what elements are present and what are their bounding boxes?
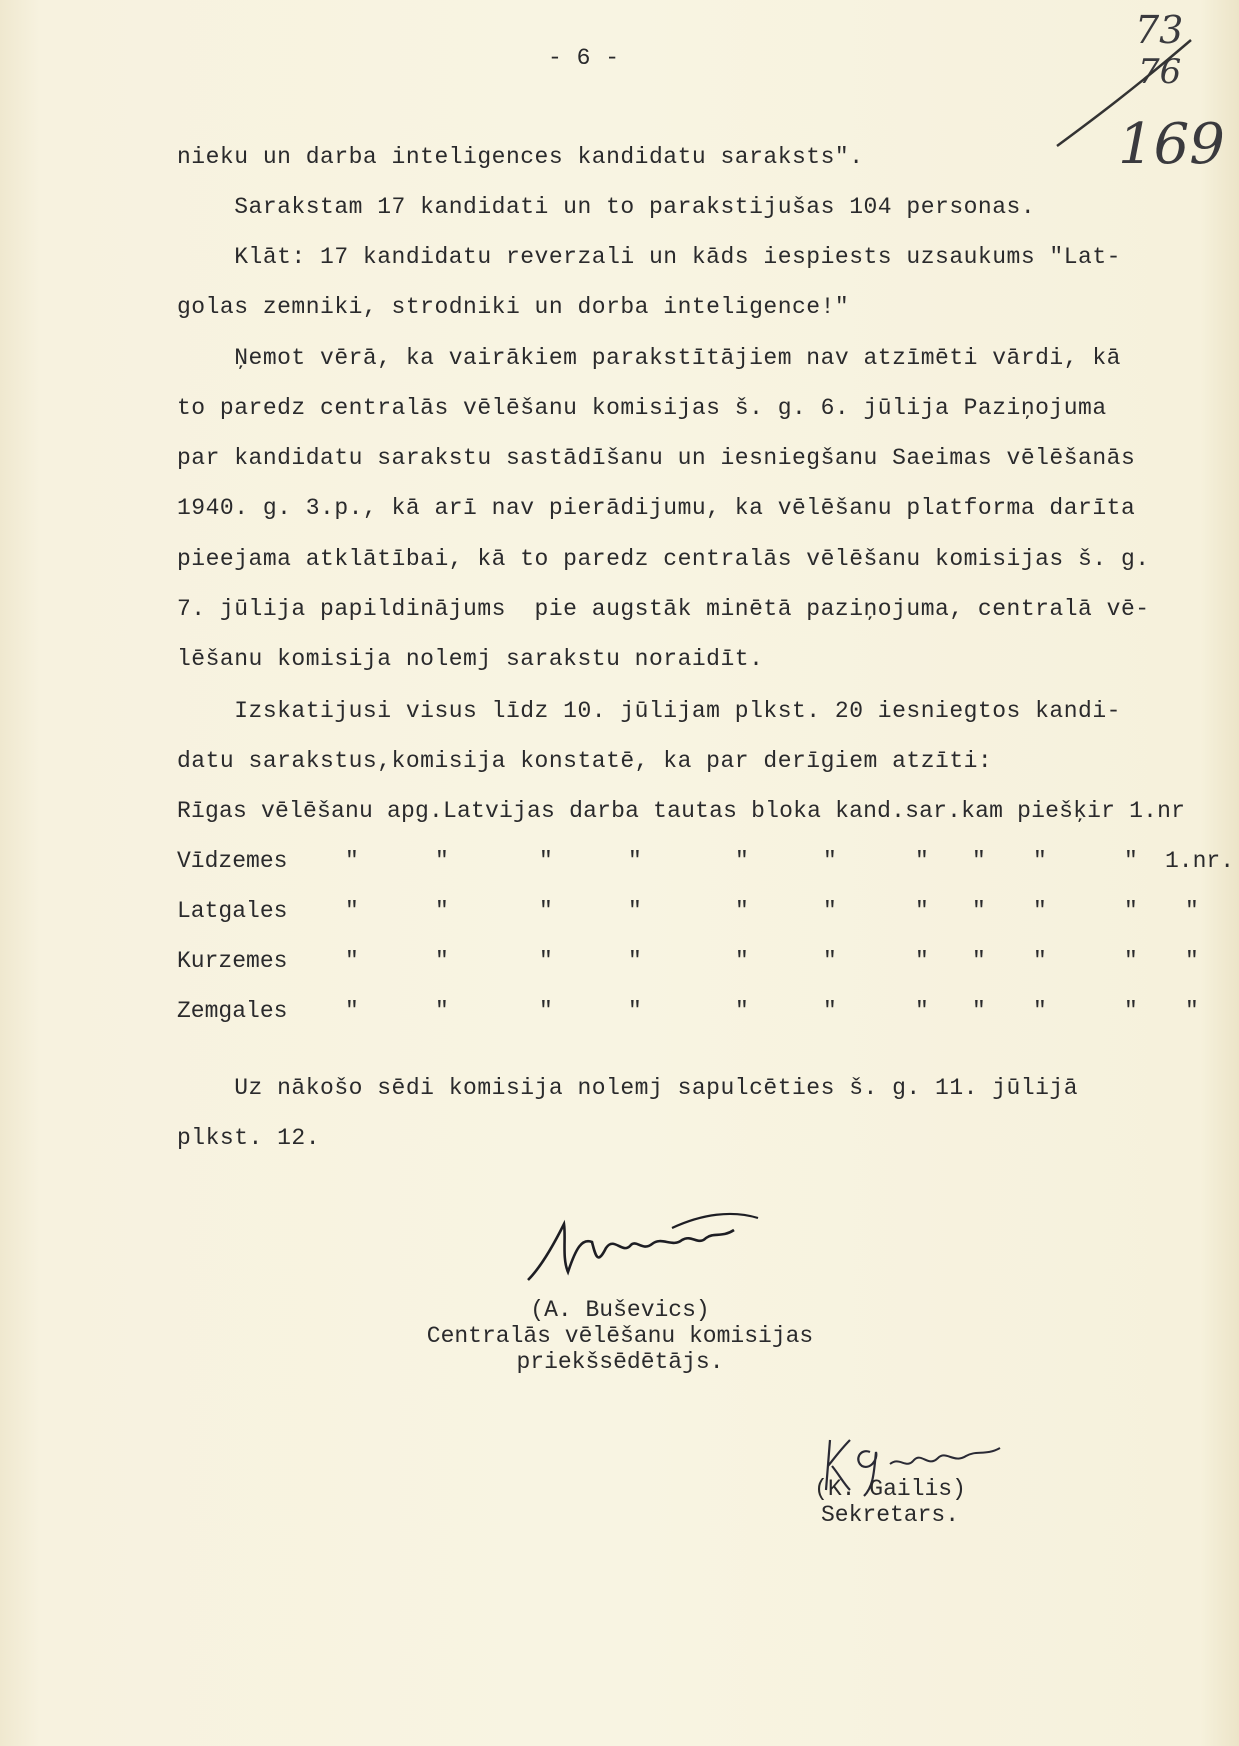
text-line-3: Klāt: 17 kandidatu reverzali un kāds iespiests uzsaukums "Lat- [177, 244, 1121, 270]
ditto-mark: " [539, 948, 553, 974]
table-row-riga: Rīgas vēlēšanu apg.Latvijas darba tautas bloka kand.sar.kam piešķir 1.nr [177, 798, 1186, 824]
secretary-name: (K. Gailis) [814, 1476, 966, 1502]
closing-line-1: Uz nākošo sēdi komisija nolemj sapulcēties š. g. 11. jūlijā [177, 1075, 1079, 1101]
text-line-1: nieku un darba inteligences kandidatu saraksts". [177, 144, 864, 170]
ditto-mark: " [972, 998, 986, 1024]
ditto-mark: " [435, 898, 449, 924]
ditto-mark: " [823, 848, 837, 874]
ditto-mark: " [345, 998, 359, 1024]
text-line-10: 7. jūlija papildinājums pie augstāk minētā paziņojuma, centralā vē- [177, 596, 1150, 622]
table-row [177, 898, 1239, 926]
ditto-mark: " [823, 898, 837, 924]
ditto-mark: " [1124, 848, 1138, 874]
text-line-4: golas zemniki, strodniki un dorba inteligence!" [177, 294, 850, 320]
table-row [177, 998, 1239, 1026]
ditto-mark: " [539, 898, 553, 924]
chair-name: (A. Buševics) [530, 1297, 710, 1323]
text-line-9: pieejama atklātībai, kā to paredz centralās vēlēšanu komisijas š. g. [177, 546, 1150, 572]
ditto-mark: " [735, 898, 749, 924]
ditto-mark: " [1124, 998, 1138, 1024]
ditto-mark: " [735, 998, 749, 1024]
table-row [177, 848, 1239, 876]
ditto-mark: " [539, 998, 553, 1024]
ditto-mark: " [1033, 898, 1047, 924]
ditto-mark: " [1033, 998, 1047, 1024]
table-row [177, 948, 1239, 976]
ditto-mark: " [915, 948, 929, 974]
ditto-mark: " [735, 948, 749, 974]
ditto-mark: " [1033, 848, 1047, 874]
ditto-mark: " [972, 948, 986, 974]
region-label: Kurzemes [177, 948, 288, 974]
ditto-mark: " [435, 848, 449, 874]
ditto-mark: " [345, 948, 359, 974]
ditto-mark: " [1124, 948, 1138, 974]
row-end-value: 1.nr. [1165, 848, 1235, 874]
ditto-mark: " [435, 998, 449, 1024]
chair-title-1: Centralās vēlēšanu komisijas [426, 1323, 814, 1349]
ditto-mark: " [435, 948, 449, 974]
ditto-mark: " [823, 948, 837, 974]
ditto-mark: " [628, 998, 642, 1024]
archive-number-current: 169 [1118, 112, 1225, 177]
text-line-13: datu sarakstus,komisija konstatē, ka par derīgiem atzīti: [177, 748, 993, 774]
row-end-value: " [1185, 948, 1199, 974]
chair-title-2: priekšsēdētājs. [516, 1349, 724, 1375]
ditto-mark: " [1033, 948, 1047, 974]
closing-line-2: plkst. 12. [177, 1125, 321, 1151]
region-label: Latgales [177, 898, 288, 924]
ditto-mark: " [345, 898, 359, 924]
secretary-title: Sekretars. [820, 1502, 960, 1528]
ditto-mark: " [628, 948, 642, 974]
text-line-8: 1940. g. 3.p., kā arī nav pierādijumu, ka vēlēšanu platforma darīta [177, 495, 1136, 521]
row-end-value: " [1185, 898, 1199, 924]
region-label: Zemgales [177, 998, 288, 1024]
ditto-mark: " [1124, 898, 1138, 924]
page-number: - 6 - [548, 45, 620, 71]
ditto-mark: " [345, 848, 359, 874]
ditto-mark: " [915, 998, 929, 1024]
text-line-11: lēšanu komisija nolemj sarakstu noraidīt. [177, 646, 764, 672]
text-line-12: Izskatijusi visus līdz 10. jūlijam plkst. 20 iesniegtos kandi- [177, 698, 1121, 724]
archive-number-crossed-second: 76 [1138, 52, 1182, 92]
row-end-value: " [1185, 998, 1199, 1024]
ditto-mark: " [539, 848, 553, 874]
text-line-6: to paredz centralās vēlēšanu komisijas š. g. 6. jūlija Paziņojuma [177, 395, 1107, 421]
text-line-5: Ņemot vērā, ka vairākiem parakstītājiem nav atzīmēti vārdi, kā [177, 345, 1121, 371]
ditto-mark: " [972, 848, 986, 874]
text-line-7: par kandidatu sarakstu sastādīšanu un iesniegšanu Saeimas vēlēšanās [177, 445, 1136, 471]
ditto-mark: " [735, 848, 749, 874]
ditto-mark: " [972, 898, 986, 924]
region-label: Vīdzemes [177, 848, 288, 874]
archive-number-crossed: 73 [1135, 8, 1184, 52]
ditto-mark: " [915, 898, 929, 924]
archive-strike-icon [1055, 38, 1195, 148]
chair-signature-icon [522, 1208, 762, 1288]
ditto-mark: " [628, 898, 642, 924]
ditto-mark: " [628, 848, 642, 874]
text-line-2: Sarakstam 17 kandidati un to parakstijušas 104 personas. [177, 194, 1036, 220]
ditto-mark: " [823, 998, 837, 1024]
ditto-mark: " [915, 848, 929, 874]
